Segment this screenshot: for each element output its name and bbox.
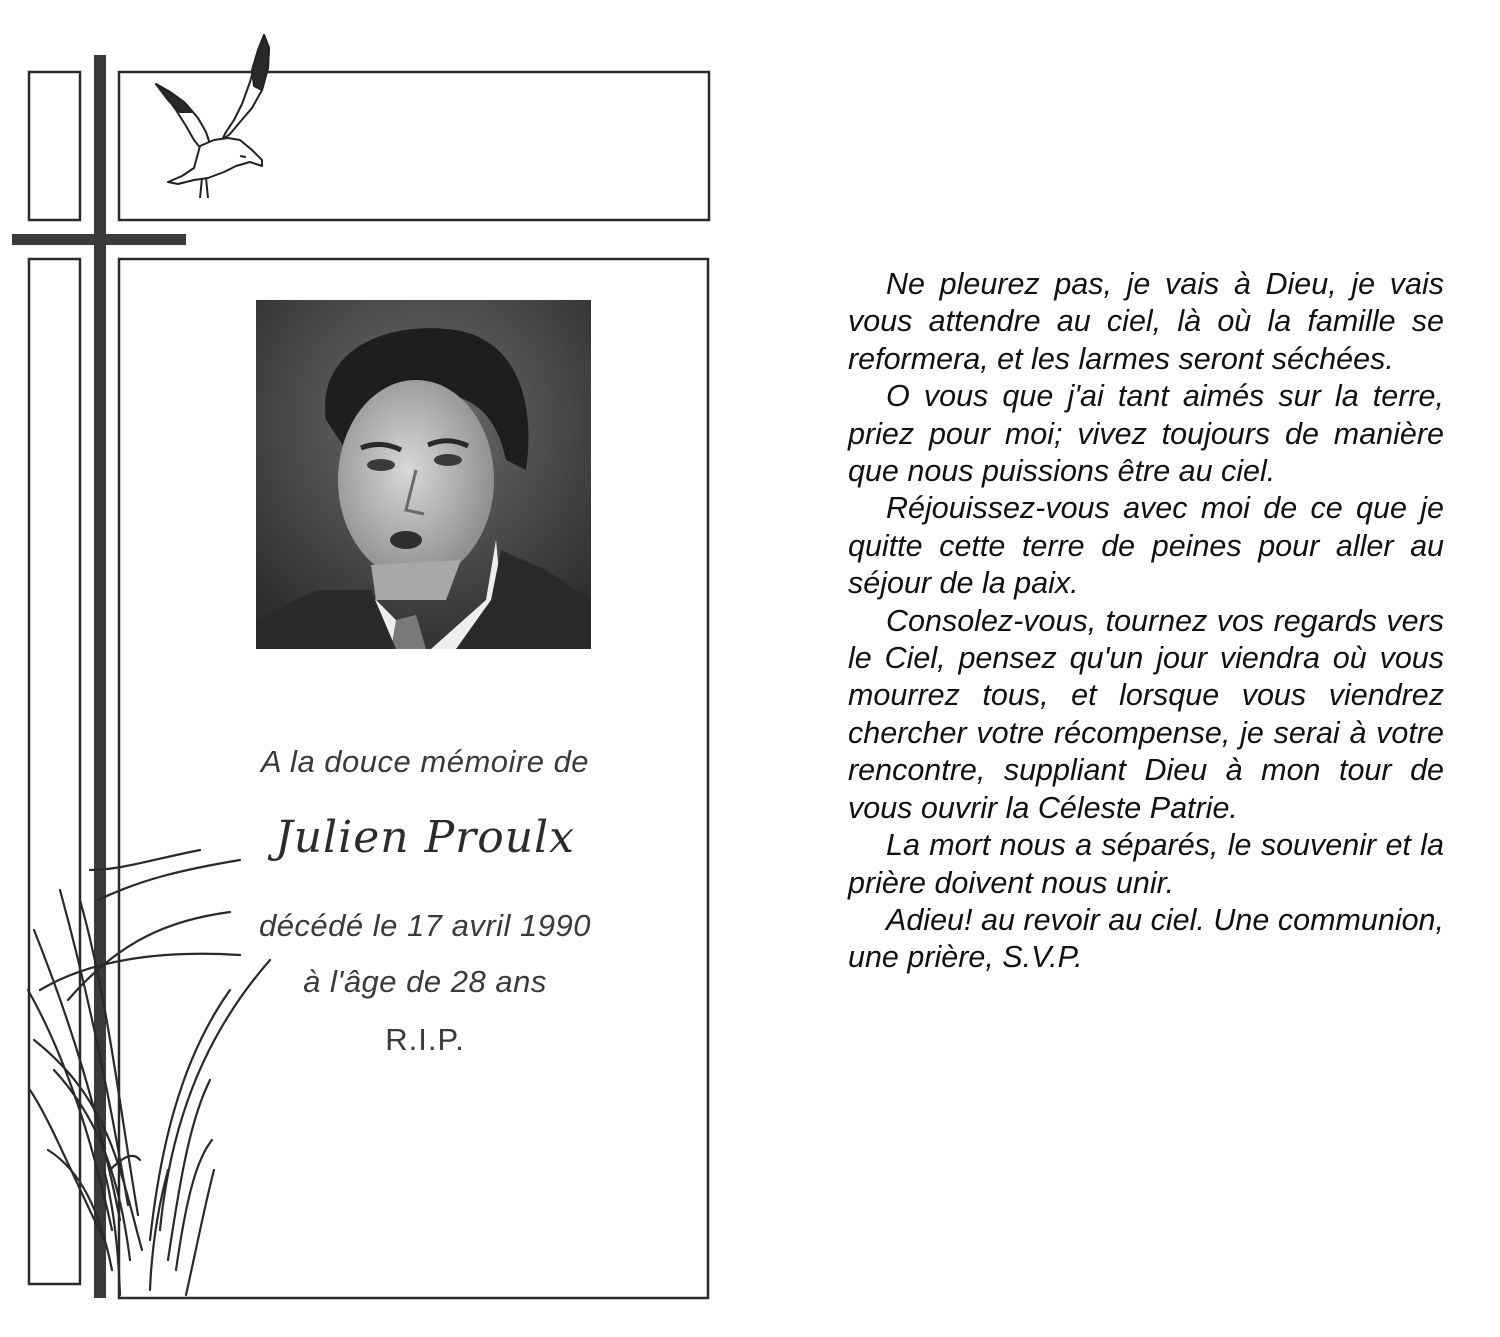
age-at-death: à l'âge de 28 ans — [303, 964, 547, 999]
death-date: décédé le 17 avril 1990 — [258, 908, 592, 943]
memorial-intro: A la douce mémoire de — [260, 744, 590, 779]
rip-label: R.I.P. — [385, 1022, 465, 1057]
poem-paragraph: O vous que j'ai tant aimés sur la terre, priez pour moi; vivez toujours de manière que nous puissions être au ciel. — [848, 379, 1444, 489]
poem-paragraph: La mort nous a séparés, le souvenir et la prière doivent nous unir. — [848, 828, 1444, 900]
seagull-illustration — [156, 35, 269, 198]
portrait-photo — [256, 300, 591, 649]
poem-paragraph: Consolez-vous, tournez vos regards vers le Ciel, pensez qu'un jour viendra où vous mourrez tous, et lorsque vous viendrez chercher votre récompense, je serai à votre rencontre, suppliant Dieu à mon tour de vous ouvrir la Céleste Patrie. — [848, 603, 1444, 825]
deceased-name: Julien Proulx — [275, 812, 575, 863]
poem-paragraph: Réjouissez-vous avec moi de ce que je quitte cette terre de peines pour aller au séjour de la paix. — [848, 491, 1444, 601]
poem-paragraph: Adieu! au revoir au ciel. Une communion, une prière, S.V.P. — [848, 902, 1444, 975]
cross-illustration — [12, 55, 186, 1298]
poem-text — [848, 266, 1444, 977]
card-frames — [29, 72, 709, 1298]
poem-paragraph: Ne pleurez pas, je vais à Dieu, je vais vous attendre au ciel, là où la famille se reformera, et les larmes seront séchées. — [848, 267, 1444, 376]
